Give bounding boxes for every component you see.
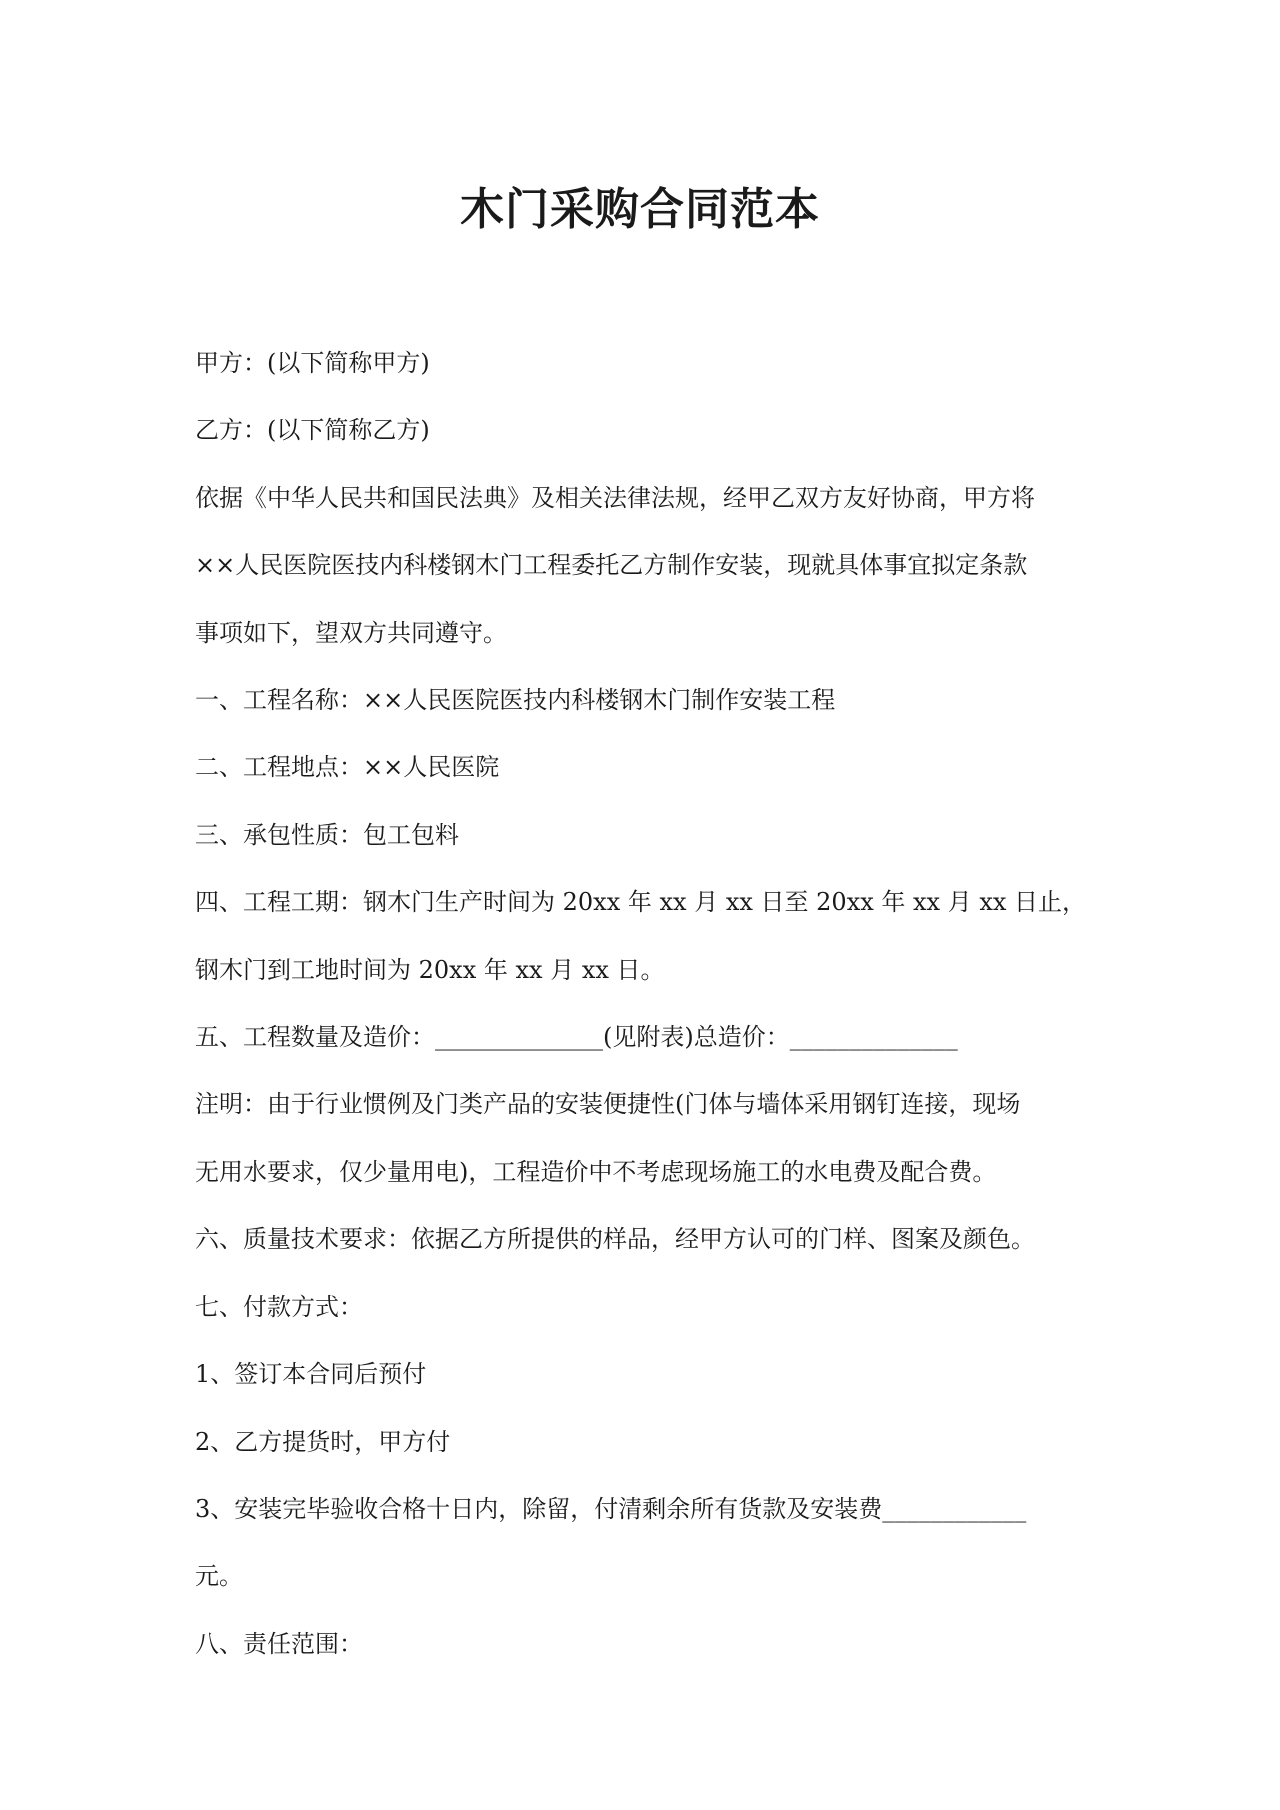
- payment-item-3-line-1: 3、安装完毕验收合格十日内，除留，付清剩余所有货款及安装费____________: [195, 1494, 1027, 1523]
- payment-item-3-line-2: 元。: [195, 1562, 243, 1591]
- clause-payment-heading: 七、付款方式：: [195, 1292, 363, 1321]
- clause-project-location: 二、工程地点：××人民医院: [195, 753, 500, 782]
- clause-project-name: 一、工程名称：××人民医院医技内科楼钢木门制作安装工程: [195, 686, 836, 715]
- preamble-line-3: 事项如下，望双方共同遵守。: [195, 618, 507, 647]
- payment-item-2: 2、乙方提货时，甲方付: [195, 1427, 451, 1456]
- document-title: 木门采购合同范本: [460, 184, 820, 235]
- preamble-line-2: ××人民医院医技内科楼钢木门工程委托乙方制作安装，现就具体事宜拟定条款: [195, 551, 1028, 580]
- clause-schedule-line-1: 四、工程工期：钢木门生产时间为 20xx 年 xx 月 xx 日至 20xx 年 xx 月 xx 日止，: [195, 888, 1087, 917]
- document-body: [195, 330, 1095, 1678]
- clause-quantity-cost: 五、工程数量及造价：______________(见附表)总造价：______________: [195, 1023, 958, 1052]
- note-line-2: 无用水要求，仅少量用电)，工程造价中不考虑现场施工的水电费及配合费。: [195, 1157, 997, 1186]
- clause-schedule-line-2: 钢木门到工地时间为 20xx 年 xx 月 xx 日。: [195, 955, 665, 984]
- note-line-1: 注明：由于行业惯例及门类产品的安装便捷性(门体与墙体采用钢钉连接，现场: [195, 1090, 1021, 1119]
- party-b-line: 乙方：(以下简称乙方): [195, 416, 430, 445]
- clause-liability-heading: 八、责任范围：: [195, 1629, 363, 1658]
- party-a-line: 甲方：(以下简称甲方): [195, 349, 430, 377]
- clause-quality-requirements: 六、质量技术要求：依据乙方所提供的样品，经甲方认可的门样、图案及颜色。: [195, 1225, 1035, 1254]
- preamble-line-1: 依据《中华人民共和国民法典》及相关法律法规，经甲乙双方友好协商，甲方将: [195, 483, 1035, 512]
- clause-contract-type: 三、承包性质：包工包料: [195, 820, 459, 849]
- payment-item-1: 1、签订本合同后预付: [195, 1360, 427, 1389]
